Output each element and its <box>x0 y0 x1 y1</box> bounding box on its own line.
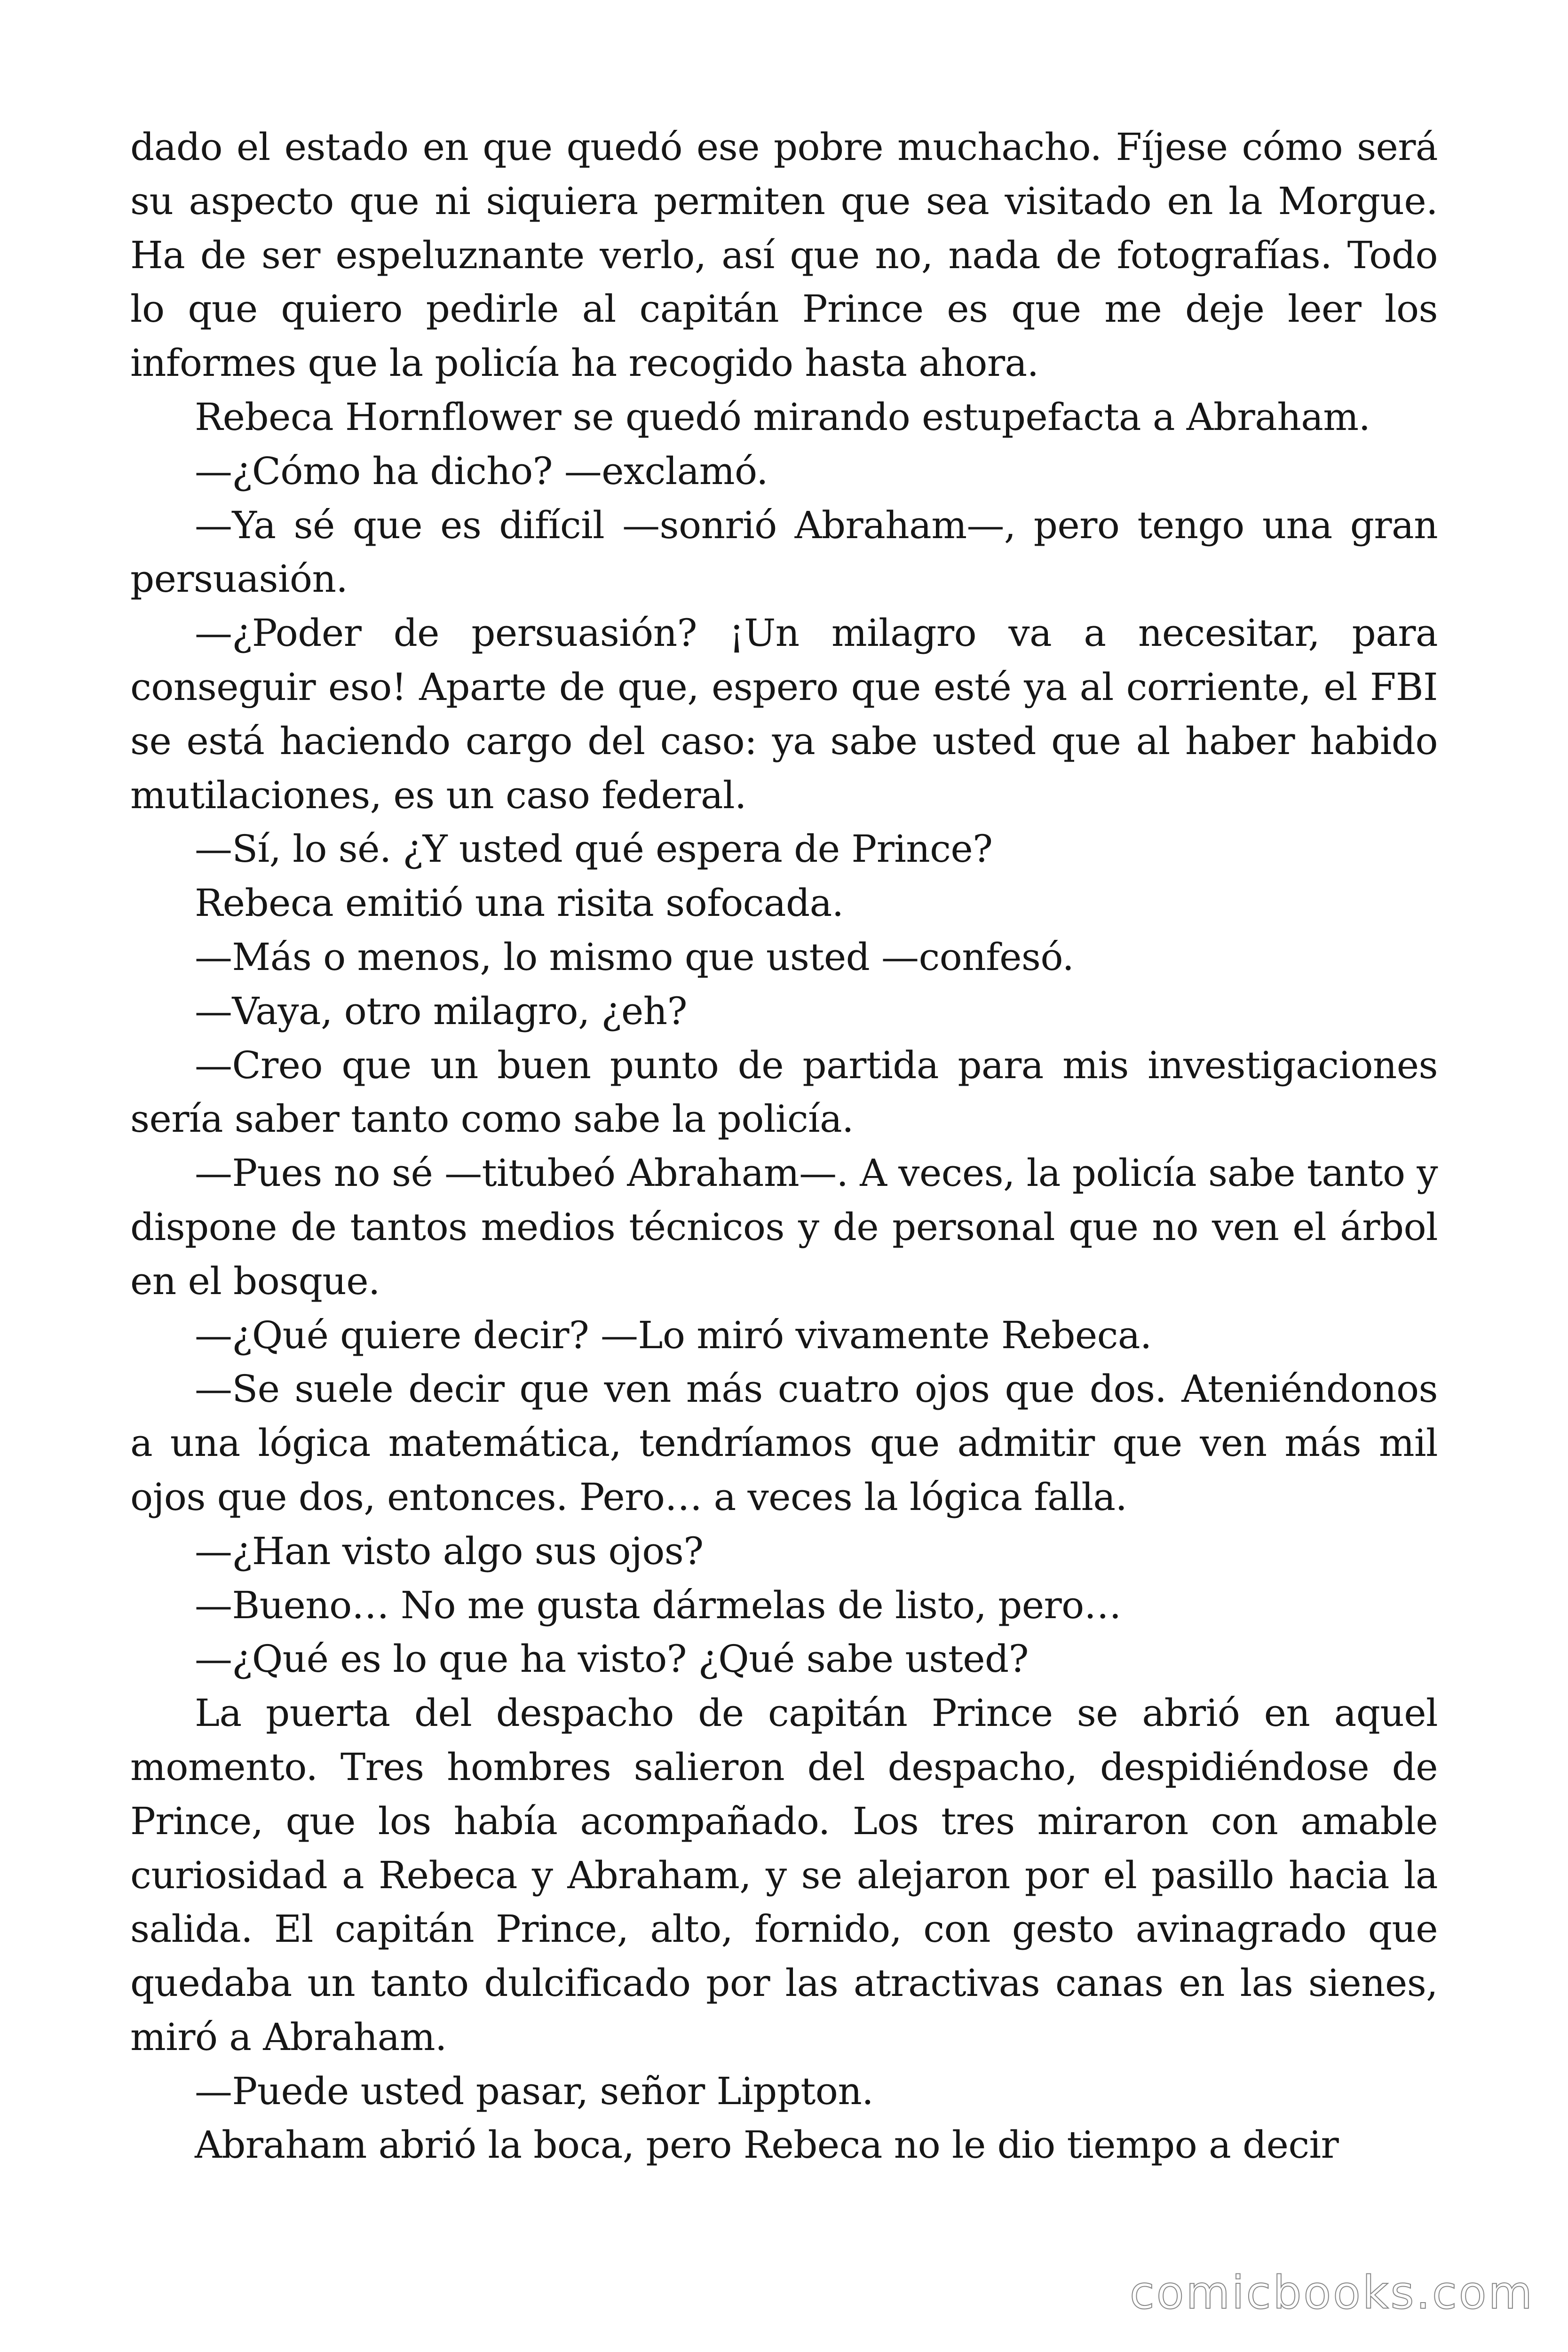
paragraph-17: La puerta del despacho de capitán Prince se abrió en aquel momento. Tres hombres salieron del despacho, despidiéndose de Prince, que los había acompañado. Los tres miraron con amable curiosidad a Rebeca y Abraham, y se alejaron por el pasillo hacia la salida. El capitán Prince, alto, fornido, con gesto avinagrado que quedaba un tanto dulcificado por las atractivas canas en las sienes, miró a Abraham. <box>130 1691 1438 2059</box>
paragraph-19: Abraham abrió la boca, pero Rebeca no le dio tiempo a decir <box>195 2123 1339 2167</box>
body-text <box>130 120 1438 2172</box>
paragraph-8: —Más o menos, lo mismo que usted —confesó. <box>195 935 1074 979</box>
paragraph-16: —¿Qué es lo que ha visto? ¿Qué sabe usted? <box>195 1637 1029 1681</box>
paragraph-12: —¿Qué quiere decir? —Lo miró vivamente Rebeca. <box>195 1313 1152 1357</box>
paragraph-2: Rebeca Hornflower se quedó mirando estupefacta a Abraham. <box>195 395 1370 439</box>
paragraph-1: dado el estado en que quedó ese pobre muchacho. Fíjese cómo será su aspecto que ni siquiera permiten que sea visitado en la Morgue. Ha de ser espeluznante verlo, así que no, nada de fotografías. Todo lo que quiero pedirle al capitán Prince es que me deje leer los informes que la policía ha recogido hasta ahora. <box>130 125 1438 385</box>
watermark: comicbooks.com <box>1129 2266 1534 2319</box>
paragraph-3: —¿Cómo ha dicho? —exclamó. <box>195 449 768 493</box>
paragraph-6: —Sí, lo sé. ¿Y usted qué espera de Prince? <box>195 827 993 871</box>
paragraph-4: —Ya sé que es difícil —sonrió Abraham—, pero tengo una gran persuasión. <box>130 503 1438 601</box>
paragraph-14: —¿Han visto algo sus ojos? <box>195 1529 704 1573</box>
paragraph-5: —¿Poder de persuasión? ¡Un milagro va a necesitar, para conseguir eso! Aparte de que, espero que esté ya al corriente, el FBI se está haciendo cargo del caso: ya sabe usted que al haber habido mutilaciones, es un caso federal. <box>130 611 1438 817</box>
paragraph-10: —Creo que un buen punto de partida para mis investigaciones sería saber tanto como sabe la policía. <box>130 1043 1438 1141</box>
paragraph-11: —Pues no sé —titubeó Abraham—. A veces, la policía sabe tanto y dispone de tantos medios técnicos y de personal que no ven el árbol en el bosque. <box>130 1151 1438 1303</box>
paragraph-9: —Vaya, otro milagro, ¿eh? <box>195 989 687 1033</box>
paragraph-18: —Puede usted pasar, señor Lippton. <box>195 2069 874 2113</box>
paragraph-7: Rebeca emitió una risita sofocada. <box>195 881 844 925</box>
paragraph-13: —Se suele decir que ven más cuatro ojos que dos. Ateniéndonos a una lógica matemática, tendríamos que admitir que ven más mil ojos que dos, entonces. Pero… a veces la lógica falla. <box>130 1367 1438 1519</box>
paragraph-15: —Bueno… No me gusta dármelas de listo, pero… <box>195 1583 1122 1627</box>
